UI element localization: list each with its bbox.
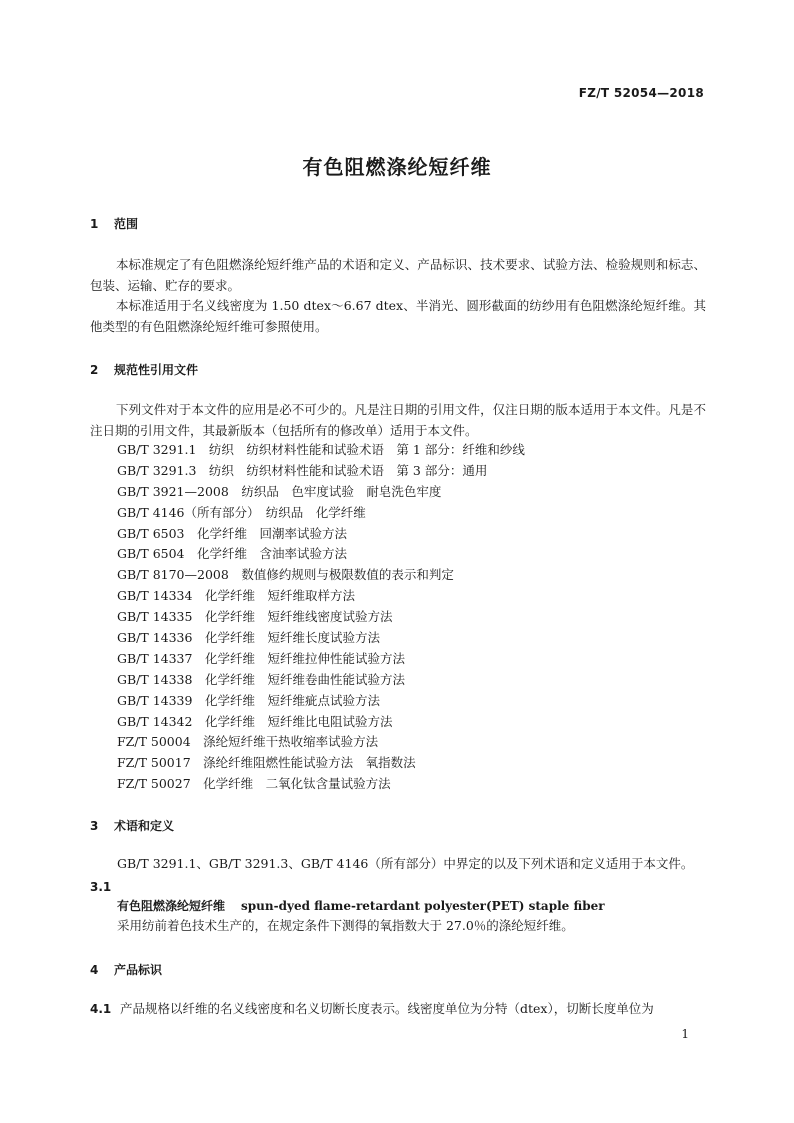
reference-item: GB/T 14339 化学纤维 短纤维疵点试验方法: [117, 692, 380, 708]
reference-item: GB/T 14336 化学纤维 短纤维长度试验方法: [117, 630, 380, 646]
reference-item: GB/T 14342 化学纤维 短纤维比电阻试验方法: [117, 713, 393, 729]
reference-item: FZ/T 50017 涤纶纤维阻燃性能试验方法 氧指数法: [117, 755, 416, 771]
section-3-heading: [90, 817, 174, 834]
section-1-paragraph-2: 本标准适用于名义线密度为 1.50 dtex～6.67 dtex、半消光、圆形截面的纺纱用有色阻燃涤纶短纤维。其他类型的有色阻燃涤纶短纤维可参照使用。: [90, 298, 706, 334]
term-entry: [117, 897, 605, 914]
term-english: spun-dyed flame-retardant polyester(PET) staple fiber: [241, 899, 605, 913]
reference-item: GB/T 8170—2008 数值修约规则与极限数值的表示和判定: [117, 567, 454, 583]
reference-item: GB/T 14337 化学纤维 短纤维拉伸性能试验方法: [117, 650, 405, 666]
page-number: 1: [681, 1027, 689, 1041]
reference-item: FZ/T 50027 化学纤维 二氧化钛含量试验方法: [117, 776, 391, 792]
term-definition: 采用纺前着色技术生产的，在规定条件下测得的氧指数大于 27.0％的涤纶短纤维。: [117, 918, 574, 933]
section-1-heading: [90, 215, 138, 232]
reference-item: GB/T 6503 化学纤维 回潮率试验方法: [117, 525, 348, 541]
section-3-intro: GB/T 3291.1、GB/T 3291.3、GB/T 4146（所有部分）中界定的以及下列术语和定义适用于本文件。: [117, 856, 694, 871]
document-title: 有色阻燃涤纶短纤维: [302, 155, 492, 179]
standard-number: FZ/T 52054—2018: [578, 86, 704, 100]
section-2-title: 规范性引用文件: [114, 363, 199, 377]
reference-item: GB/T 14338 化学纤维 短纤维卷曲性能试验方法: [117, 671, 405, 687]
normative-reference-list: [117, 440, 525, 795]
section-2-heading: [90, 361, 198, 378]
reference-item: GB/T 6504 化学纤维 含油率试验方法: [117, 546, 348, 562]
section-4-title: 产品标识: [114, 963, 163, 977]
reference-item: GB/T 3291.3 纺织 纺织材料性能和试验术语 第 3 部分：通用: [117, 462, 488, 478]
term-number: 3.1: [90, 880, 112, 894]
section-1-title: 范围: [114, 217, 139, 231]
reference-item: GB/T 14335 化学纤维 短纤维线密度试验方法: [117, 609, 393, 625]
reference-item: GB/T 4146（所有部分） 纺织品 化学纤维: [117, 504, 366, 520]
clause-4-1: [90, 999, 654, 1017]
clause-4-1-number: 4.1: [90, 1002, 112, 1016]
clause-4-1-text: 产品规格以纤维的名义线密度和名义切断长度表示。线密度单位为分特（dtex），切断长度单位为: [120, 1001, 654, 1016]
reference-item: GB/T 14334 化学纤维 短纤维取样方法: [117, 588, 355, 604]
section-4-number: 4: [90, 963, 99, 977]
reference-item: GB/T 3291.1 纺织 纺织材料性能和试验术语 第 1 部分：纤维和纱线: [117, 442, 525, 457]
section-4-heading: [90, 961, 162, 978]
term-chinese: 有色阻燃涤纶短纤维: [117, 899, 226, 913]
section-3-title: 术语和定义: [114, 819, 175, 833]
section-1-paragraph-1: 本标准规定了有色阻燃涤纶短纤维产品的术语和定义、产品标识、技术要求、试验方法、检验规则和标志、包装、运输、贮存的要求。: [90, 257, 706, 293]
reference-item: FZ/T 50004 涤纶短纤维干热收缩率试验方法: [117, 734, 379, 750]
section-1-number: 1: [90, 217, 99, 231]
reference-item: GB/T 3921—2008 纺织品 色牢度试验 耐皂洗色牢度: [117, 483, 442, 499]
section-2-number: 2: [90, 363, 99, 377]
section-3-number: 3: [90, 819, 99, 833]
section-2-intro: 下列文件对于本文件的应用是必不可少的。凡是注日期的引用文件，仅注日期的版本适用于本文件。凡是不注日期的引用文件，其最新版本（包括所有的修改单）适用于本文件。: [90, 402, 706, 438]
